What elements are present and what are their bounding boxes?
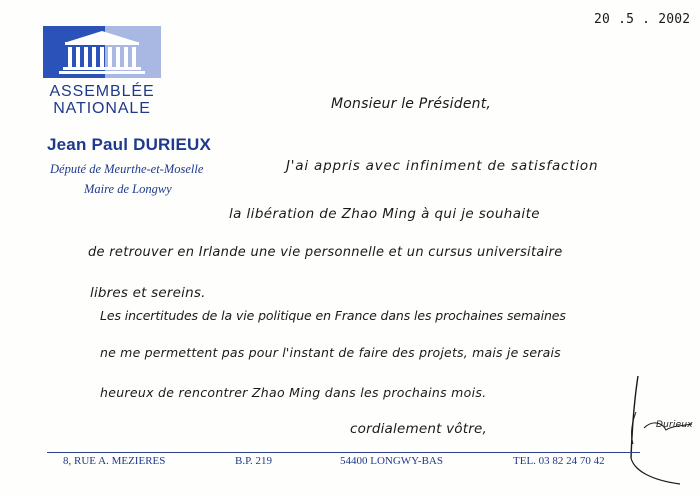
letter-line-5: Les incertitudes de la vie politique en France dans les prochaines semaines xyxy=(100,308,566,323)
footer-address: 8, RUE A. MEZIERES xyxy=(63,455,166,467)
institution-name-line2: NATIONALE xyxy=(53,100,151,117)
footer-po-box: B.P. 219 xyxy=(235,455,272,467)
letter-line-6: ne me permettent pas pour l'instant de faire des projets, mais je serais xyxy=(100,345,561,360)
parliament-building-icon xyxy=(43,26,161,78)
footer-city: 54400 LONGWY-BAS xyxy=(340,455,443,467)
footer-phone: TEL. 03 82 24 70 42 xyxy=(513,455,605,467)
sender-name: Jean Paul DURIEUX xyxy=(47,135,212,154)
letter-date: 20 .5 . 2002 xyxy=(594,12,691,27)
letter-salutation: Monsieur le Président, xyxy=(331,96,492,112)
letter-line-2: la libération de Zhao Ming à qui je souhaite xyxy=(229,206,540,222)
letter-line-7: heureux de rencontrer Zhao Ming dans les prochains mois. xyxy=(100,385,487,400)
signature-name: Durieux xyxy=(656,420,693,430)
handwritten-signature xyxy=(622,372,698,488)
letter-line-3: de retrouver en Irlande une vie personnelle et un cursus universitaire xyxy=(88,245,563,260)
sender-title-mayor: Maire de Longwy xyxy=(84,182,172,196)
sender-title-deputy: Député de Meurthe-et-Moselle xyxy=(50,162,204,176)
footer-divider xyxy=(47,452,640,453)
institution-name-line1: ASSEMBLÉE xyxy=(49,83,155,100)
letter-line-1: J'ai appris avec infiniment de satisfaction xyxy=(286,158,599,174)
letter-line-4: libres et sereins. xyxy=(90,285,206,301)
letter-closing: cordialement vôtre, xyxy=(350,421,487,437)
